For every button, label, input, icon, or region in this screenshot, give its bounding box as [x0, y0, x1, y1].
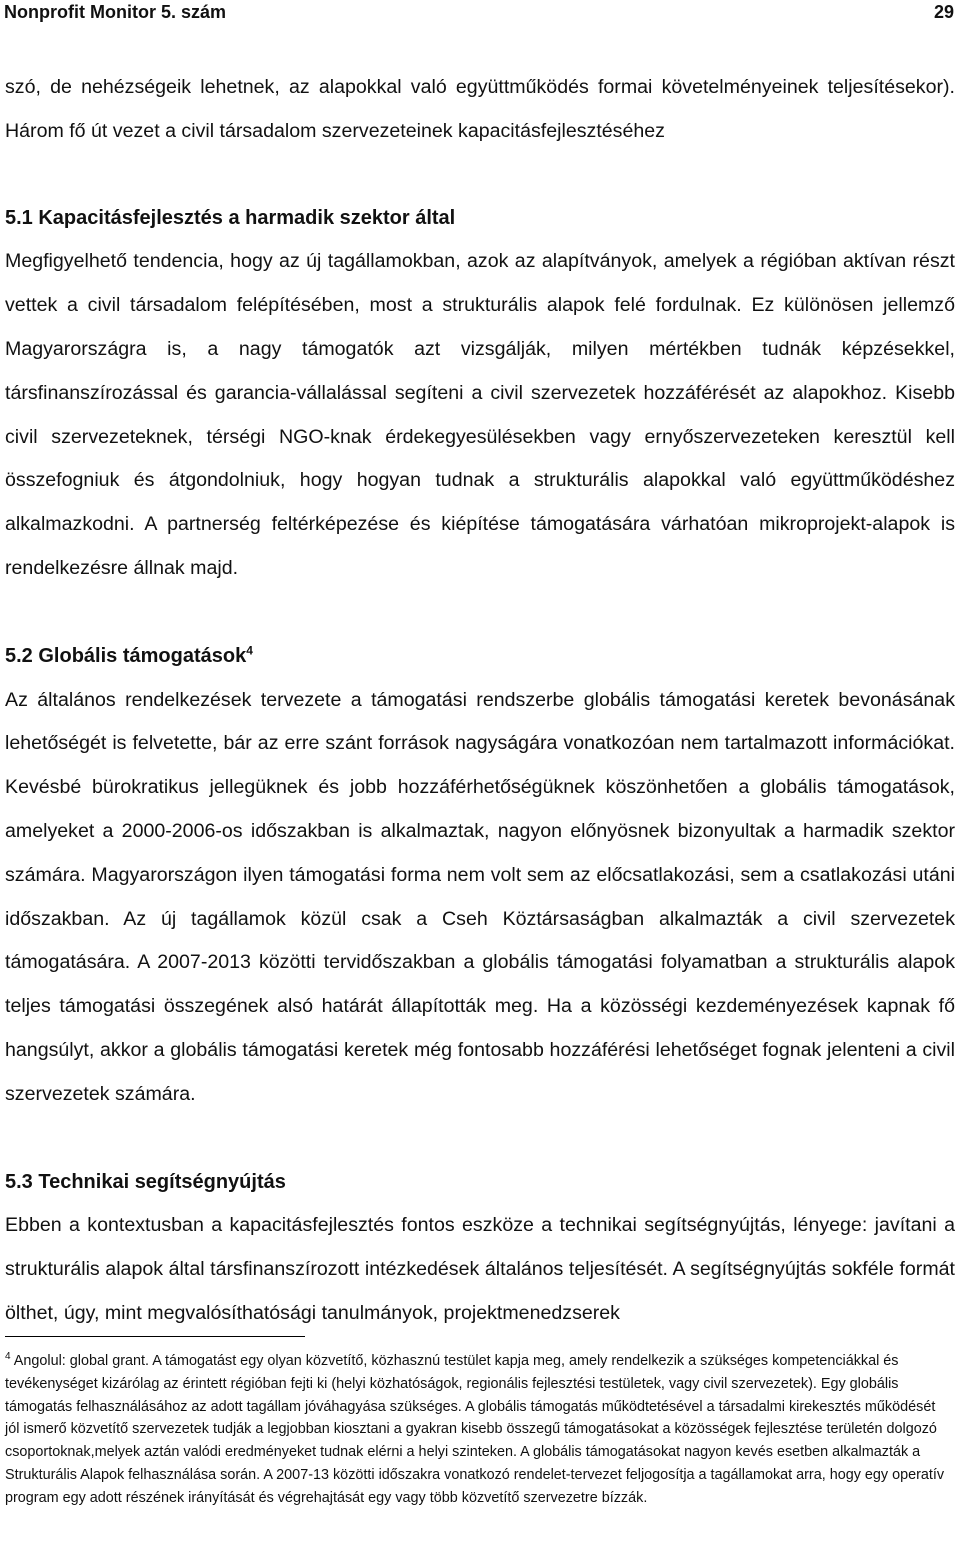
footnote-divider	[5, 1336, 305, 1337]
section-body-5-1: Megfigyelhető tendencia, hogy az új tagállamokban, azok az alapítványok, amelyek a régióban aktívan részt vettek a civil társadalom felépítésében, most a strukturális alapok felé fordulnak. Ez különösen jellemző Magyarországra is, a nagy támogatók azt vizsgálják, milyen mértékben tudnák képzésekkel, társfinanszírozással és garancia-vállalással segíteni a civil szervezetek hozzáférését az alapokhoz. Kisebb civil szervezeteknek, térségi NGO-knak érdekegyesülésekben vagy ernyőszervezeteken keresztül kell összefogniuk és átgondolniuk, hogy hogyan tudnak a strukturális alapokkal való együttműködéshez alkalmazkodni. A partnerség feltérképezése és kiépítése támogatására várhatóan mikroprojekt-alapok is rendelkezésre állnak majd.	[5, 250, 955, 579]
page-header	[4, 2, 954, 26]
section-heading-5-3: 5.3 Technikai segítségnyújtás	[5, 1170, 286, 1193]
footnote-number: 4	[5, 1351, 11, 1363]
section-body-5-3: Ebben a kontextusban a kapacitásfejlesztés fontos eszköze a technikai segítségnyújtás, lényege: javítani a strukturális alapok által társfinanszírozott intézkedések általános teljesítését. A segítségnyújtás sokféle formát ölthet, úgy, mint megvalósíthatósági tanulmányok, projektmenedzserek	[5, 1214, 955, 1324]
footnote-ref[interactable]: 4	[246, 643, 253, 658]
intro-paragraph: szó, de nehézségeik lehetnek, az alapokkal való együttműködés formai követelményeinek teljesítésekor). Három fő út vezet a civil társadalom szervezeteinek kapacitásfejlesztéséhez	[5, 76, 955, 142]
page-content	[5, 66, 955, 1336]
footnote	[5, 1350, 950, 1510]
section-heading-5-1: 5.1 Kapacitásfejlesztés a harmadik szektor által	[5, 206, 456, 229]
section-body-5-2: Az általános rendelkezések tervezete a támogatási rendszerbe globális támogatási keretek bevonásának lehetőségét is felvetette, bár az erre szánt források nagyságára vonatkozóan nem tartalmazott információkat. Kevésbé bürokratikus jellegüknek és jobb hozzáférhetőségüknek köszönhetően a globális támogatások, amelyeket a 2000-2006-os időszakban is alkalmaztak, nagyon előnyösnek bizonyultak a harmadik szektor számára. Magyarországon ilyen támogatási forma nem volt sem az előcsatlakozási, sem a csatlakozási utáni időszakban. Az új tagállamok közül csak a Cseh Köztársaságban alkalmazták a civil szervezetek támogatására. A 2007-2013 közötti tervidőszakban a globális támogatási folyamatban a strukturális alapok teljes támogatási összegének alsó határát állapították meg. Ha a közösségi kezdeményezések kapnak fő hangsúlyt, akkor a globális támogatási keretek még fontosabb hozzáférési lehetőséget fognak jelenteni a civil szervezetek számára.	[5, 688, 955, 1105]
footnote-text: Angolul: global grant. A támogatást egy olyan közvetítő, közhasznú testület kapja meg, amely rendelkezik a szükséges kompetenciákkal és tevékenységet kizárólag az érintett régióban fejti ki (helyi közhatóságok, regionális fejlesztési testületek, vagy civil szervezetek). Egy globális támogatás felhasználásához az adott tagállam jóváhagyása szükséges. A globális támogatás működtetésével a társadalmi kirekesztés működését jól ismerő közvetítő szervezetek tudják a legjobban kiosztani a gyakran kisebb összegű támogatásokat a közösségek fejlesztése területén dolgozó csoportoknak,melyek aztán valódi eredményeket tudnak elérni a helyi szinteken. A globális támogatásokat nagyon kevés esetben alkalmazták a Strukturális Alapok felhasználása során. A 2007-13 közötti időszakra vonatkozó rendelet-tervezet feljogosítja a tagállamokat arra, hogy egy operatív program egy adott részének irányítását és végrehajtását egy vagy több közvetítő szervezetre bízzák.	[5, 1353, 945, 1506]
journal-title: Nonprofit Monitor 5. szám	[4, 2, 226, 22]
page-number: 29	[933, 2, 954, 22]
section-heading-5-2: 5.2 Globális támogatások$^4$	[5, 643, 253, 667]
